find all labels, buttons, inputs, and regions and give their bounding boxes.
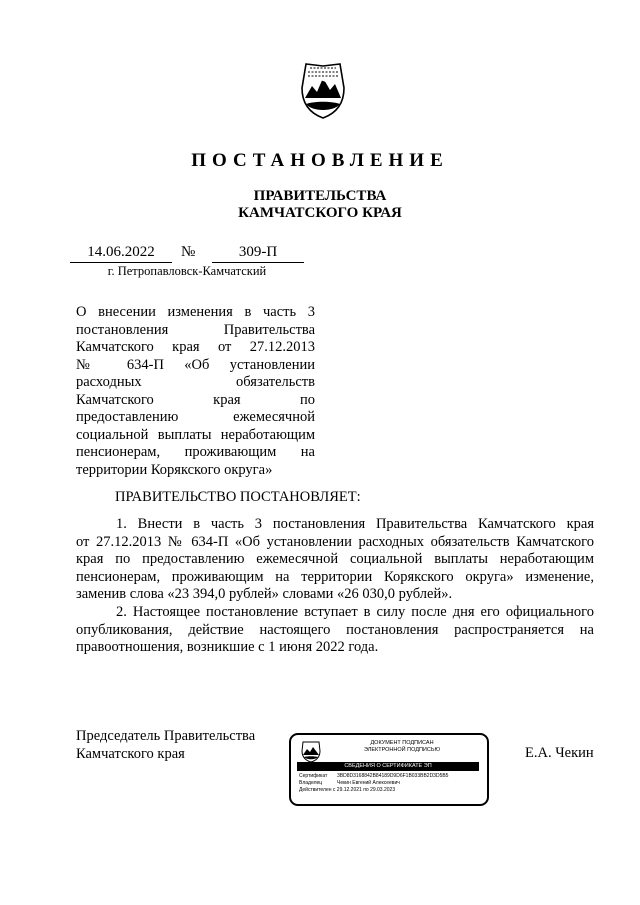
- number-sign: №: [181, 244, 196, 260]
- subject-line: социальной выплаты неработающим: [76, 426, 315, 443]
- government-line-2: КАМЧАТСКОГО КРАЯ: [238, 205, 402, 221]
- subject-line: № 634-П «Об установлении: [76, 356, 315, 373]
- document-number: 309-П: [212, 244, 304, 263]
- electronic-signature-stamp: [289, 733, 489, 806]
- body-line: края по предоставлению ежемесячной социальной выплаты неработающим: [76, 551, 594, 568]
- body-line: 2. Настоящее постановление вступает в силу после дня его официального: [116, 603, 594, 620]
- stamp-header-line-1: ДОКУМЕНТ ПОДПИСАН: [370, 740, 434, 746]
- body-line: опубликования, действие настоящего постановления распространяется на: [76, 621, 594, 638]
- body-line: 1. Внести в часть 3 постановления Правительства Камчатского края: [116, 516, 594, 532]
- cert-label: Сертификат: [299, 773, 328, 779]
- owner-value: Чекин Евгений Алексеевич: [337, 780, 400, 786]
- subject-line: постановления Правительства: [76, 321, 315, 338]
- owner-label: Владелец: [299, 780, 323, 786]
- stamp-emblem-icon: [301, 741, 321, 763]
- stamp-header-line-2: ЭЛЕКТРОННОЙ ПОДПИСЬЮ: [363, 747, 441, 753]
- resolution-heading: ПРАВИТЕЛЬСТВО ПОСТАНОВЛЯЕТ:: [115, 489, 361, 505]
- government-line-1: ПРАВИТЕЛЬСТВА: [253, 188, 387, 204]
- stamp-certificate-bar: СВЕДЕНИЯ О СЕРТИФИКАТЕ ЭП: [297, 762, 479, 771]
- body-line: правоотношения, возникшие с 1 июня 2022 года.: [76, 639, 379, 656]
- subject-line: территории Корякского округа»: [76, 461, 273, 478]
- stamp-header: [327, 740, 477, 754]
- body-line: заменив слова «23 394,0 рублей» словами «26 030,0 рублей».: [76, 586, 453, 603]
- cert-value: 3BD8D3168842B84189D9D6F1B033BB2D3D5B5: [337, 773, 449, 779]
- position-line-1: Председатель Правительства: [76, 728, 256, 744]
- document-date: 14.06.2022: [70, 244, 172, 263]
- subject-line: расходных обязательств: [76, 374, 315, 390]
- document-body: [76, 516, 594, 657]
- document-title: ПОСТАНОВЛЕНИЕ: [191, 150, 449, 171]
- subject-line: Камчатского края от 27.12.2013: [76, 339, 315, 355]
- position-line-2: Камчатского края: [76, 746, 185, 762]
- city-name: г. Петропавловск-Камчатский: [107, 264, 267, 278]
- signatory-position: [76, 727, 255, 763]
- subject-line: Камчатского края по: [76, 391, 315, 408]
- subject-line: пенсионерам, проживающим на: [76, 444, 315, 460]
- subject-line: предоставлению ежемесячной: [76, 409, 315, 425]
- subject-line: О внесении изменения в часть 3: [76, 304, 315, 320]
- body-line: от 27.12.2013 № 634-П «Об установлении расходных обязательств Камчатского: [76, 533, 594, 550]
- stamp-validity-row: Действителен с 29.12.2021 по 29.03.2023: [299, 787, 396, 793]
- coat-of-arms-emblem: [300, 62, 346, 120]
- signatory-name: Е.А. Чекин: [525, 745, 594, 761]
- body-line: пенсионерам, проживающим на территории Корякского округа» изменение,: [76, 568, 594, 585]
- document-subject: [76, 304, 315, 479]
- stamp-cert-row: [299, 773, 448, 779]
- stamp-owner-row: [299, 780, 400, 786]
